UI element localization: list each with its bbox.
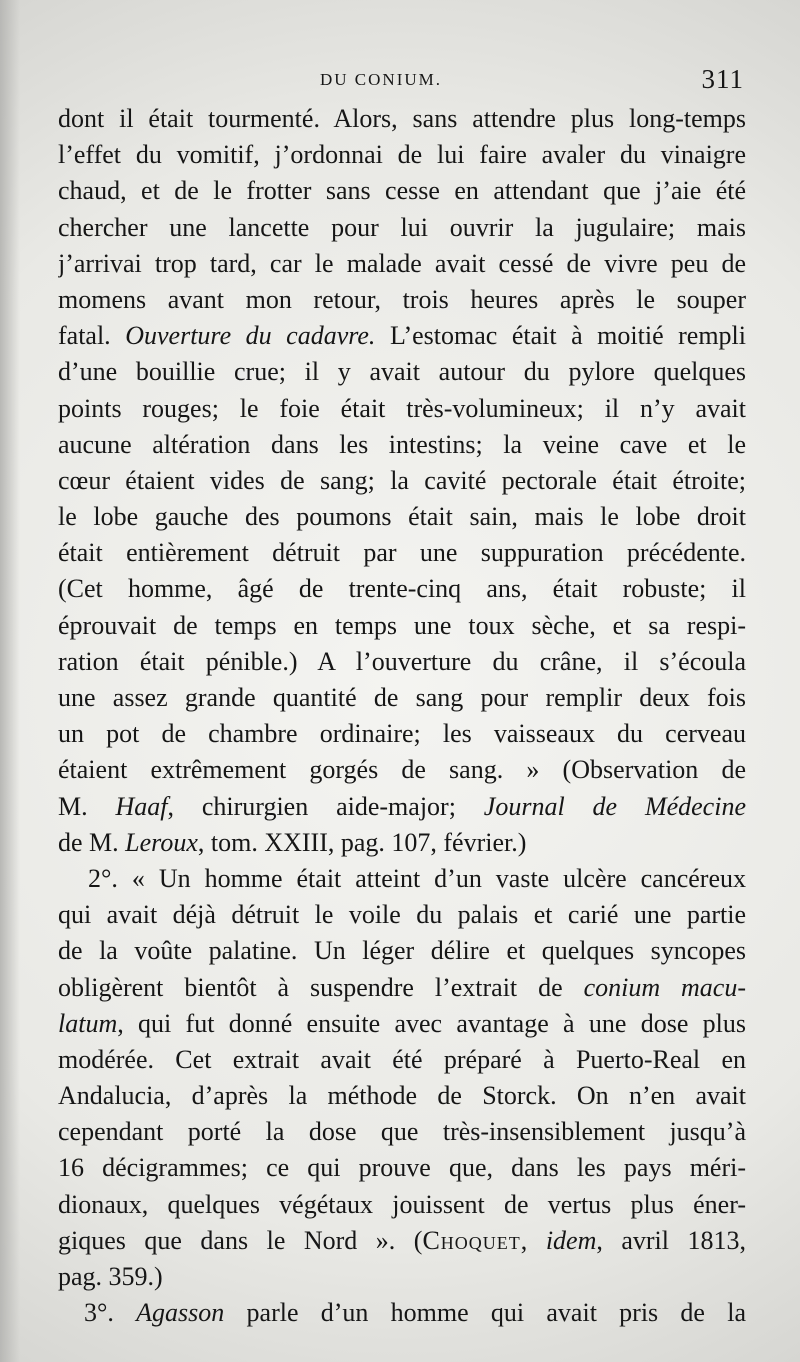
text-segment: d’une bouillie crue; il y avait autour du pylore quelques xyxy=(58,357,746,387)
text-segment: qui avait déjà détruit le voile du palais et carié une partie xyxy=(58,900,746,930)
text-segment: j’arrivai trop tard, car le malade avait cessé de vivre peu de xyxy=(58,248,746,278)
text-line xyxy=(58,318,746,354)
text-segment: pag. 359.) xyxy=(58,1262,163,1291)
text-line xyxy=(58,463,746,499)
text-line xyxy=(58,210,746,246)
text-segment: étaient extrêmement gorgés de sang. » (Observation de xyxy=(58,755,746,785)
text-segment: de la voûte palatine. Un léger délire et quelques syncopes xyxy=(58,936,746,966)
text-line xyxy=(58,644,746,680)
text-segment: 3°. xyxy=(84,1298,137,1328)
text-segment: 16 décigrammes; ce qui prouve que, dans les pays méri- xyxy=(58,1153,746,1183)
text-segment: dionaux, quelques végétaux jouissent de vertus plus éner- xyxy=(58,1189,746,1219)
italic-text: Journal de Médecine xyxy=(483,791,746,821)
text-line xyxy=(58,789,746,825)
text-line xyxy=(58,897,746,933)
italic-text: latum xyxy=(58,1008,118,1038)
text-segment: (Cet homme, âgé de trente-cinq ans, était robuste; il xyxy=(58,574,746,604)
text-line xyxy=(58,535,746,571)
text-segment: aucune altération dans les intestins; la veine cave et le xyxy=(58,429,746,459)
text-line xyxy=(58,1187,746,1223)
text-segment: Andalucia, d’après la méthode de Storck. On n’en avait xyxy=(58,1081,746,1111)
text-segment: ration était pénible.) A l’ouverture du crâne, il s’écoula xyxy=(58,646,746,676)
text-line xyxy=(58,825,746,861)
text-segment: Choquet xyxy=(422,1225,521,1255)
text-line xyxy=(58,608,746,644)
text-line xyxy=(58,1006,746,1042)
running-head xyxy=(58,66,744,100)
italic-text: Agasson xyxy=(136,1298,225,1328)
text-line xyxy=(58,137,746,173)
text-segment: modérée. Cet extrait avait été préparé à Puerto-Real en xyxy=(58,1044,746,1074)
text-line xyxy=(58,1259,746,1295)
text-segment: éprouvait de temps en temps une toux sèche, et sa respi- xyxy=(58,610,746,640)
text-segment: était entièrement détruit par une suppuration précédente. xyxy=(58,538,746,568)
text-segment: fatal. xyxy=(58,321,126,351)
italic-text: conium macu- xyxy=(583,972,746,1002)
page-number: 311 xyxy=(701,64,744,94)
text-line xyxy=(58,391,746,427)
text-segment: , xyxy=(520,1225,546,1255)
text-segment: M. xyxy=(58,791,116,821)
text-line xyxy=(58,571,746,607)
text-segment: cependant porté la dose que très-insensiblement jusqu’à xyxy=(58,1117,746,1147)
italic-text: Leroux xyxy=(125,827,198,857)
text-line xyxy=(58,499,746,535)
text-segment: , chirurgien aide-major; xyxy=(167,791,484,821)
text-segment: parle d’un homme qui avait pris de la xyxy=(224,1298,746,1328)
text-segment: une assez grande quantité de sang pour remplir deux fois xyxy=(58,683,746,712)
text-line xyxy=(58,1295,746,1331)
text-line xyxy=(58,716,746,752)
text-line xyxy=(58,1223,746,1259)
text-segment: points rouges; le foie était très-volumineux; il n’y avait xyxy=(58,393,746,423)
text-line xyxy=(58,1042,746,1078)
italic-text: Ouverture du cadavre. xyxy=(125,321,376,351)
running-head-title: DU CONIUM. xyxy=(320,70,442,89)
text-segment: le lobe gauche des poumons était sain, mais le lobe droit xyxy=(58,502,746,532)
text-segment: momens avant mon retour, trois heures après le souper xyxy=(58,284,746,314)
italic-text: idem xyxy=(545,1225,597,1255)
text-segment: chercher une lancette pour lui ouvrir la jugulaire; mais xyxy=(58,212,746,242)
text-line xyxy=(58,1150,746,1186)
text-segment: de M. xyxy=(58,827,126,857)
text-line xyxy=(58,752,746,788)
text-line xyxy=(58,427,746,463)
text-segment: cœur étaient vides de sang; la cavité pectorale était étroite; xyxy=(58,465,746,495)
text-line xyxy=(58,680,746,716)
text-line xyxy=(58,1114,746,1150)
text-line xyxy=(58,354,746,390)
text-line xyxy=(58,861,746,897)
italic-text: Haaf xyxy=(115,791,168,821)
body-text xyxy=(58,101,746,1331)
text-segment: obligèrent bientôt à suspendre l’extrait de xyxy=(58,972,584,1002)
text-segment: , avril 1813, xyxy=(596,1225,746,1255)
text-line xyxy=(58,246,746,282)
page-gutter-shadow xyxy=(0,0,20,1362)
text-segment: chaud, et de le frotter sans cesse en attendant que j’aie été xyxy=(58,176,746,206)
text-segment: , tom. XXIII, pag. 107, février.) xyxy=(197,827,527,857)
text-line xyxy=(58,282,746,318)
text-line xyxy=(58,101,746,137)
text-line xyxy=(58,933,746,969)
text-line xyxy=(58,970,746,1006)
text-segment: , qui fut donné ensuite avec avantage à une dose plus xyxy=(117,1008,746,1038)
text-segment: un pot de chambre ordinaire; les vaisseaux du cerveau xyxy=(58,719,746,749)
text-segment: l’effet du vomitif, j’ordonnai de lui faire avaler du vinaigre xyxy=(58,140,746,170)
text-segment: L’estomac était à moitié rempli xyxy=(375,321,746,351)
text-line xyxy=(58,173,746,209)
text-line xyxy=(58,1078,746,1114)
text-segment: giques que dans le Nord ». ( xyxy=(58,1225,423,1255)
text-segment: dont il était tourmenté. Alors, sans attendre plus long-temps xyxy=(58,104,746,133)
text-segment: 2°. « Un homme était atteint d’un vaste ulcère cancéreux xyxy=(88,863,746,893)
